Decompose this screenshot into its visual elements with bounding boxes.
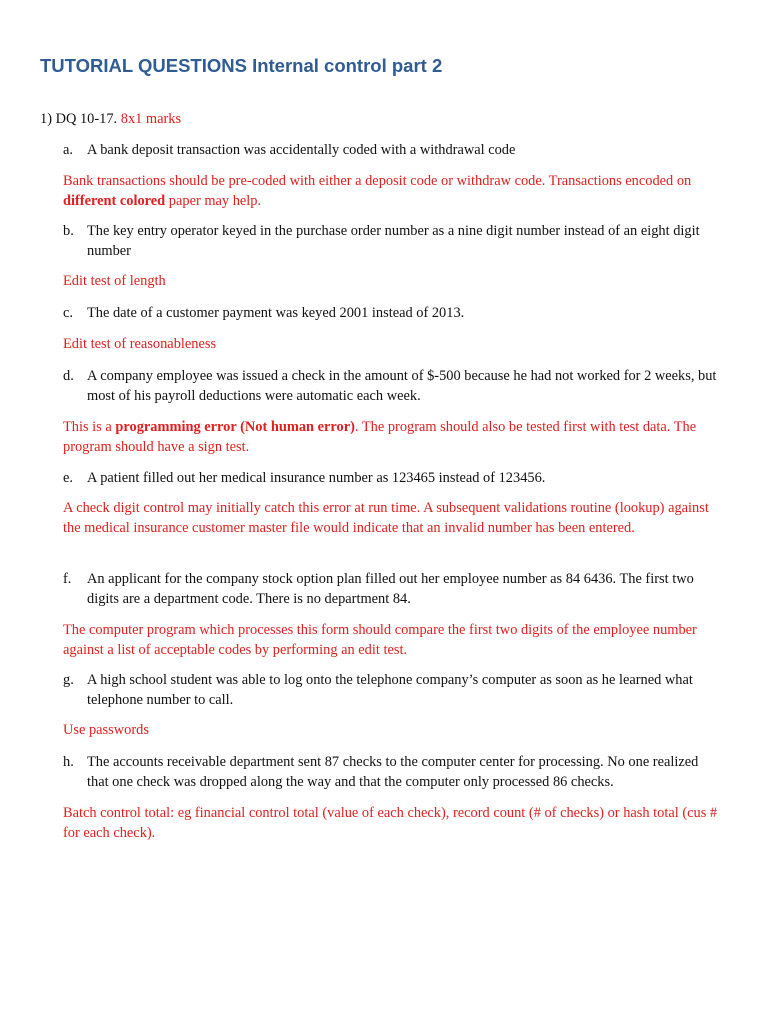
item-text: An applicant for the company stock option plan filled out her employee number as 84 6436. The first two digits are a department code. There is no department 84. <box>87 571 694 607</box>
item-text: The date of a customer payment was keyed 2001 instead of 2013. <box>87 305 465 321</box>
item-text: A company employee was issued a check in the amount of $-500 because he had not worked for 2 weeks, but most of his payroll deductions were automatic each week. <box>87 368 717 404</box>
answer-text: Bank transactions should be pre-coded with either a deposit code or withdraw code. Transactions encoded on <box>63 173 692 189</box>
answer-f: The computer program which processes this form should compare the first two digits of the employee number against a list of acceptable codes by performing an edit test. <box>63 622 697 658</box>
item-letter: e. <box>63 470 73 486</box>
question-heading <box>40 110 181 129</box>
item-letter: a. <box>63 142 73 158</box>
question-item-d <box>63 367 723 406</box>
item-text: A high school student was able to log onto the telephone company’s computer as soon as he learned what telephone number to call. <box>87 672 693 708</box>
question-item-a <box>63 141 723 161</box>
item-letter: d. <box>63 368 74 384</box>
item-letter: g. <box>63 672 74 688</box>
item-text: The accounts receivable department sent 87 checks to the computer center for processing. No one realized that one check was dropped along the way and that the computer only processed 86 checks. <box>87 754 699 790</box>
question-item-g <box>63 671 723 710</box>
question-marks: 8x1 marks <box>120 111 182 127</box>
answer-h: Batch control total: eg financial control total (value of each check), record count (# of checks) or hash total (cus # for each check). <box>63 805 718 841</box>
answer-text: paper may help. <box>165 192 262 209</box>
answer-bold: different colored <box>63 192 166 209</box>
item-letter: b. <box>63 223 74 239</box>
document-title: TUTORIAL QUESTIONS Internal control part 2 <box>40 55 443 76</box>
question-item-b <box>63 222 723 261</box>
item-text: The key entry operator keyed in the purchase order number as a nine digit number instead of an eight digit number <box>87 223 700 259</box>
question-number: 1) DQ 10-17. <box>40 111 121 127</box>
item-letter: h. <box>63 754 74 770</box>
answer-d <box>63 418 728 457</box>
question-item-e <box>63 469 723 489</box>
answer-a <box>63 172 728 211</box>
answer-b: Edit test of length <box>63 273 166 289</box>
answer-bold: programming error (Not human error) <box>115 419 355 435</box>
answer-text: This is a <box>63 419 116 435</box>
item-text: A patient filled out her medical insurance number as 123465 instead of 123456. <box>87 470 546 486</box>
question-item-f <box>63 570 723 609</box>
question-item-c <box>63 304 723 324</box>
answer-g: Use passwords <box>63 722 149 738</box>
item-text: A bank deposit transaction was accidentally coded with a withdrawal code <box>87 142 516 158</box>
item-letter: f. <box>63 571 72 587</box>
answer-text: . The program should also be tested first with test data. The program should have a sign test. <box>63 419 697 455</box>
item-letter: c. <box>63 305 73 321</box>
answer-c: Edit test of reasonableness <box>63 336 217 352</box>
question-item-h <box>63 753 723 792</box>
answer-e: A check digit control may initially catch this error at run time. A subsequent validations routine (lookup) against the medical insurance customer master file would indicate that an invalid number has been entered. <box>63 500 709 536</box>
